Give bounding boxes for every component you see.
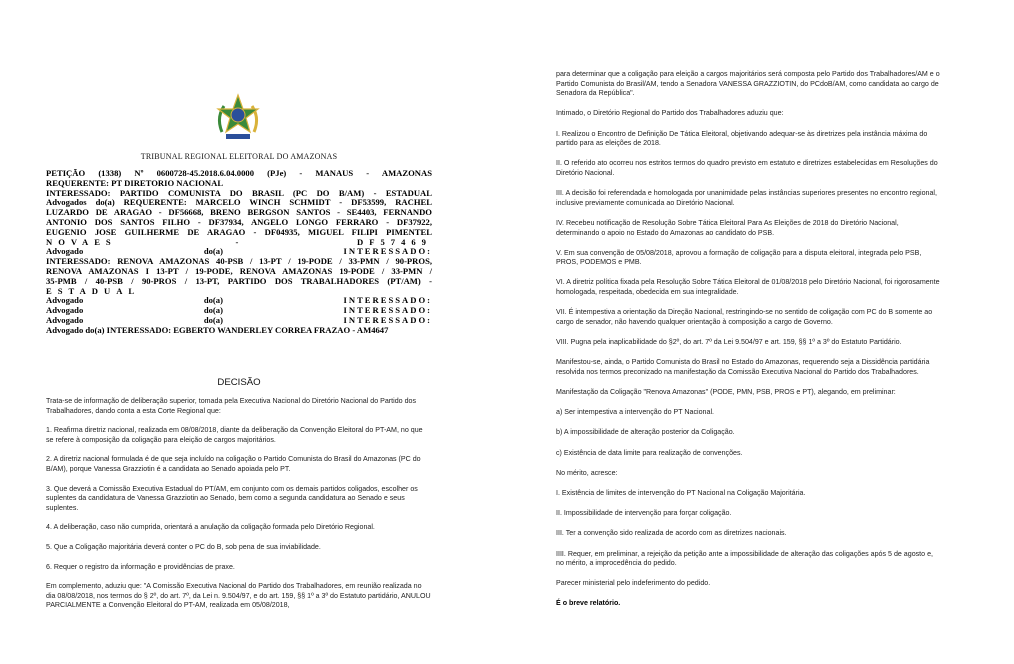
interessado-renova-line-2: RENOVA AMAZONAS I 13-PT / 19-PODE, RENOVA AMAZONAS 19-PODE / 33-PMN / [46, 265, 432, 276]
header-cell-left: NOVAES [46, 236, 117, 247]
paragraph: 6. Requer o registro da informação e providências de praxe. [46, 562, 235, 571]
paragraph: a) Ser intempestiva a intervenção do PT Nacional. [556, 408, 714, 417]
paragraph: 4. A deliberação, caso não cumprida, orientará a anulação da coligação formada pelo Diretório Regional. [46, 523, 375, 532]
header-cell-mid: do(a) [203, 305, 223, 316]
paragraph: 2. A diretriz nacional formulada é de que seja incluído na coligação o Partido Comunista do Brasil do Amazonas (PC do B/AM), porque Vanessa Grazziotin é a candidata ao Senado apoiada pelo PT. [46, 455, 421, 473]
interessado-line: INTERESSADO: PARTIDO COMUNISTA DO BRASIL (PC DO B/AM) - ESTADUAL [46, 187, 432, 198]
paragraph: 3. Que deverá a Comissão Executiva Estadual do PT/AM, em conjunto com os demais partidos coligados, escolher os suplentes da candidatura de Vanessa Grazziotin ao Senado, bem como a segunda candidatura ao Senado e seus suplentes. [46, 484, 418, 512]
header-cell-left: Advogado [46, 246, 84, 257]
emblem-ribbon [226, 134, 250, 139]
paragraph: Trata-se de informação de deliberação superior, tomada pela Executiva Nacional do Diretório Nacional do Partido dos Trabalhadores, dando conta a esta Corte Regional que: [46, 397, 417, 415]
header-cell-mid: do(a) [203, 314, 223, 325]
advogados-line-2: LUZARDO DE ARAGAO - DF56668, BRENO BERGSON SANTOS - SE4403, FERNANDO [46, 207, 432, 218]
paragraph: b) A impossibilidade de alteração posterior da Coligação. [556, 428, 735, 437]
requerente-line: REQUERENTE: PT DIRETORIO NACIONAL [46, 177, 224, 188]
header-cell-left: Advogado [46, 305, 84, 316]
case-header [46, 169, 432, 336]
paragraph: Parecer ministerial pelo indeferimento do pedido. [556, 579, 711, 588]
paragraph: II. O referido ato ocorreu nos estritos termos do quadro previsto em estatuto e diretrizes estabelecidas em Resoluções do Diretório Nacional. [556, 159, 938, 177]
court-name: TRIBUNAL REGIONAL ELEITORAL DO AMAZONAS [140, 152, 338, 161]
paragraph: III. Ter a convenção sido realizada de acordo com as diretrizes nacionais. [556, 529, 787, 538]
header-cell-mid: do(a) [203, 246, 223, 257]
header-cell-right: INTERESSADO: [343, 305, 432, 316]
paragraph: 1. Reafirma diretriz nacional, realizada em 08/08/2018, diante da deliberação da Convenção Eleitoral do PT-AM, no que se refere à composição da coligação para eleição de cargos majoritários. [46, 426, 423, 444]
paragraph: IIII. Requer, em preliminar, a rejeição da petição ante a impossibilidade de alteração das coligações após 5 de agosto e, no mérito, a improcedência do pedido. [556, 549, 933, 568]
coat-of-arms-emblem [212, 92, 264, 144]
header-cell-right: DF57469 [357, 236, 432, 247]
paragraph: VI. A diretriz política fixada pela Resolução Sobre Tática Eleitoral de 01/08/2018 pelo Diretório Nacional, foi rigorosamente homologada, respeitada, obedecida em sua integralidade. [556, 278, 940, 297]
paragraph: Manifestou-se, ainda, o Partido Comunista do Brasil no Estado do Amazonas, requerendo seja a Dissidência partidária resolvida nos termos preconizado na manifestação da Comissão Executiva Nacional do Partido dos Trabalhadores. [556, 358, 930, 376]
paragraph: No mérito, acresce: [556, 468, 618, 477]
paragraph: I. Realizou o Encontro de Definição De Tática Eleitoral, objetivando adequar-se às diretrizes pela instância máxima do partido para as eleições de 2018. [556, 129, 928, 148]
paragraph: Intimado, o Diretório Regional do Partido dos Trabalhadores aduziu que: [556, 109, 784, 118]
header-cell-right: INTERESSADO: [343, 314, 432, 325]
header-cell-right: INTERESSADO: [343, 295, 432, 306]
decision-title: DECISÃO [217, 377, 261, 388]
header-cell-left: Advogado [46, 314, 84, 325]
paragraph: Manifestação da Coligação "Renova Amazonas" (PODE, PMN, PSB, PROS e PT), alegando, em preliminar: [556, 388, 896, 396]
interessado-renova-line-3: 35-PMB / 40-PSB / 90-PROS / 13-PT, PARTIDO DOS TRABALHADORES (PT/AM) - [46, 275, 432, 286]
advogados-line-3: ANTONIO DOS SANTOS FILHO - DF37934, ANGELO LONGO FERRARO - DF37922, [46, 216, 432, 227]
paragraph: V. Em sua convenção de 05/08/2018, aprovou a formação de coligação para a disputa eleitoral, integrada pelo PSB, PROS, PODEMOS e PMB. [556, 248, 922, 267]
paragraph: VII. É intempestiva a orientação da Direção Nacional, restringindo-se no sentido de coligação com PC do B somente ao cargo de senador, não havendo qualquer orientação à composição a cargo de Governo. [556, 308, 933, 326]
right-column-body [556, 70, 942, 620]
advogados-line-4: EUGENIO JOSE GUILHERME DE ARAGAO - DF04935, MIGUEL FILIPI PIMENTEL [46, 226, 432, 237]
paragraph: c) Existência de data limite para realização de convenções. [556, 448, 743, 457]
estadual-line: ESTADUAL [46, 285, 141, 296]
left-column-body [46, 397, 432, 621]
paragraph: IV. Recebeu notificação de Resolução Sobre Tática Eleitoral Para As Eleições de 2018 do Diretório Nacional, determinando o apoio no Estado do Amazonas ao candidato do PSB. [556, 218, 899, 237]
header-cell-mid: do(a) [203, 295, 223, 306]
advogado-egberto-line: Advogado do(a) INTERESSADO: EGBERTO WANDERLEY CORREA FRAZAO - AM4647 [46, 324, 389, 335]
closing-statement: É o breve relatório. [556, 599, 621, 608]
interessado-renova-line-1: INTERESSADO: RENOVA AMAZONAS 40-PSB / 13-PT / 19-PODE / 33-PMN / 90-PROS, [46, 256, 432, 267]
header-cell-left: Advogado [46, 295, 84, 306]
paragraph: Em complemento, aduziu que: "A Comissão Executiva Nacional do Partido dos Trabalhadores, em reunião realizada no dia 08/08/2018, nos termos do § 2º, do art. 7º, da Lei n. 9.504/97, e do art. 159, §§ 1º a 3º do Estatuto partidário, ANULOU PARCIALMENTE a Convenção Eleitoral do PT-AM, realizada em 05/08/2018, [46, 582, 431, 610]
paragraph: III. A decisão foi referendada e homologada por unanimidade pelas instâncias superiores presentes no encontro regional, inclusive previamente comunicada ao Diretório Nacional. [556, 189, 937, 207]
header-cell-right: INTERESSADO: [343, 246, 432, 257]
paragraph: para determinar que a coligação para eleição a cargos majoritários será composta pelo Partido dos Trabalhadores/AM e o Partido Comunista do Brasil/AM, tendo a Senadora VANESSA GRAZZIOTIN, do PCdoB/AM, como candidata ao cargo de Senadora da República". [556, 70, 940, 98]
paragraph: I. Existência de limites de intervenção do PT Nacional na Coligação Majoritária. [556, 488, 806, 497]
header-cell-mid: - [235, 236, 239, 247]
case-number-line: PETIÇÃO (1338) Nº 0600728-45.2018.6.04.0000 (PJe) - MANAUS - AMAZONAS [46, 168, 432, 178]
paragraph: 5. Que a Coligação majoritária deverá conter o PC do B, sob pena de sua inviabilidade. [46, 542, 321, 551]
paragraph: VIII. Pugna pela inaplicabilidade do §2º, do art. 7º da Lei 9.504/97 e art. 159, §§ 1º a 3º do Estatuto Partidário. [556, 338, 902, 347]
paragraph: II. Impossibilidade de intervenção para forçar coligação. [556, 509, 732, 518]
advogados-line-1: Advogados do(a) REQUERENTE: MARCELO WINCH SCHMIDT - DF53599, RACHEL [46, 197, 432, 208]
emblem-center-disc [231, 108, 245, 122]
